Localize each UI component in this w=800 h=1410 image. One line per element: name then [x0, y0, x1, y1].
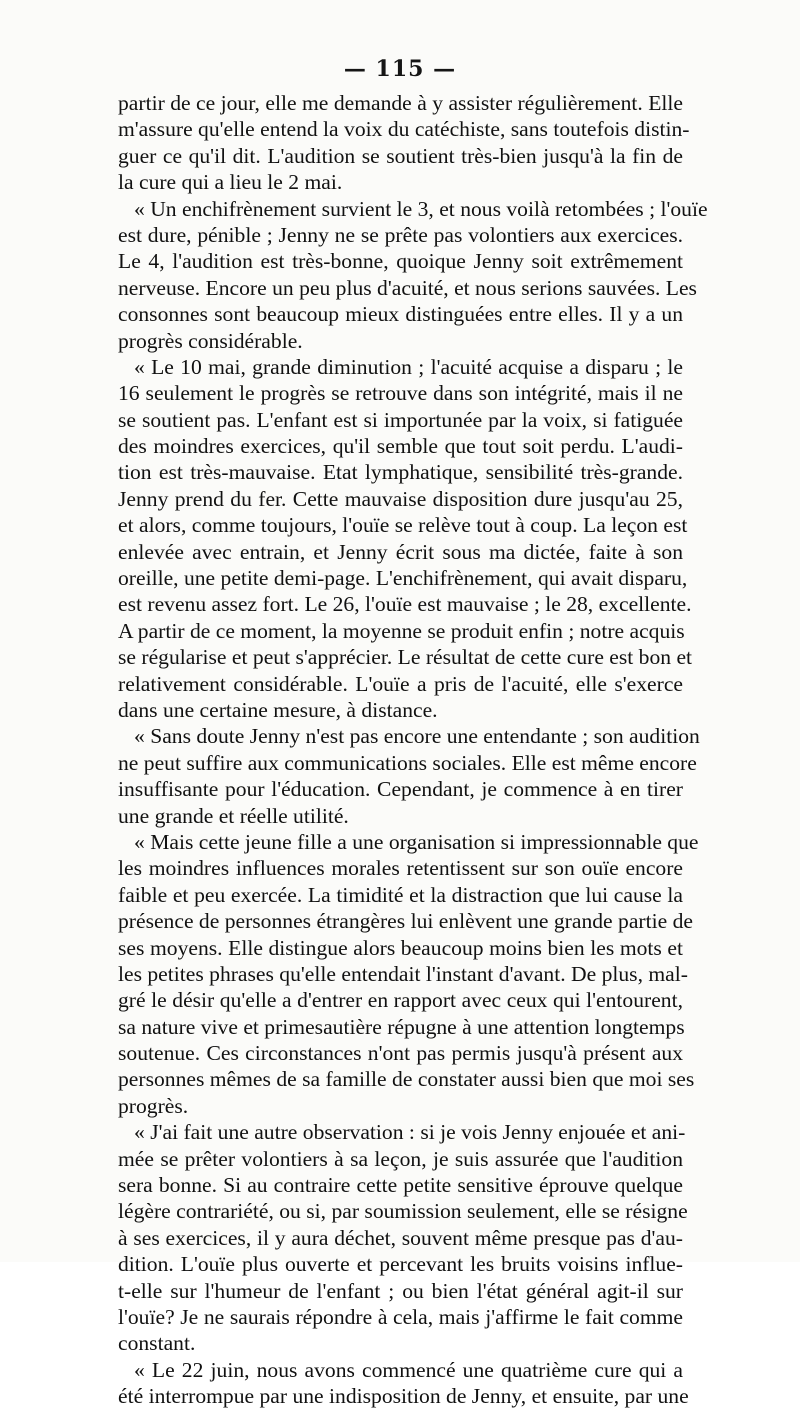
text-line: sera bonne. Si au contraire cette petite sensitive éprouve quelque	[118, 1173, 683, 1198]
text-line: oreille, une petite demi-page. L'enchifrènement, qui avait disparu,	[118, 566, 688, 591]
text-line: Jenny prend du fer. Cette mauvaise disposition dure jusqu'au 25,	[118, 486, 683, 511]
text-line: à ses exercices, il y aura déchet, souvent même presque pas d'au-	[118, 1225, 683, 1250]
text-line: se régularise et peut s'apprécier. Le résultat de cette cure est bon et	[118, 645, 693, 670]
paragraph-start-line: « Le 10 mai, grande diminution ; l'acuité acquise a disparu ; le	[134, 354, 683, 379]
text-line: légère contrariété, ou si, par soumission seulement, elle se résigne	[118, 1199, 688, 1224]
text-line: la cure qui a lieu le 2 mai.	[118, 170, 343, 195]
text-line: tion est très-mauvaise. Etat lymphatique, sensibilité très-grande.	[118, 460, 683, 485]
text-line: les petites phrases qu'elle entendait l'instant d'avant. De plus, mal-	[118, 961, 688, 986]
text-line: gré le désir qu'elle a d'entrer en rapport avec ceux qui l'entourent,	[118, 988, 683, 1013]
text-line: faible et peu exercée. La timidité et la distraction que lui cause la	[118, 882, 683, 907]
text-line: est dure, pénible ; Jenny ne se prête pas volontiers aux exercices.	[118, 222, 683, 247]
text-line: l'ouïe? Je ne saurais répondre à cela, mais j'affirme le fait comme	[118, 1304, 683, 1329]
text-line: Le 4, l'audition est très-bonne, quoique Jenny soit extrêmement	[118, 249, 683, 274]
text-line: soutenue. Ces circonstances n'ont pas permis jusqu'à présent aux	[118, 1041, 683, 1066]
text-line: sa nature vive et primesautière répugne à une attention longtemps	[118, 1014, 685, 1039]
text-line: t-elle sur l'humeur de l'enfant ; ou bien l'état général agit-il sur	[118, 1278, 683, 1303]
text-line: relativement considérable. L'ouïe a pris de l'acuité, elle s'exerce	[118, 671, 683, 696]
paragraph-start-line: « Le 22 juin, nous avons commencé une quatrième cure qui a	[134, 1357, 683, 1382]
text-line: ne peut suffire aux communications sociales. Elle est même encore	[118, 750, 697, 775]
text-line: nerveuse. Encore un peu plus d'acuité, et nous serions sauvées. Les	[118, 275, 697, 300]
paragraph-start-line: « Mais cette jeune fille a une organisation si impressionnable que	[134, 829, 699, 854]
text-line: dans une certaine mesure, à distance.	[118, 697, 438, 722]
text-line: une grande et réelle utilité.	[118, 803, 349, 828]
text-line: les moindres influences morales retentissent sur son ouïe encore	[118, 856, 683, 881]
text-line: 16 seulement le progrès se retrouve dans son intégrité, mais il ne	[118, 381, 683, 406]
text-line: mée se prêter volontiers à sa leçon, je suis assurée que l'audition	[118, 1146, 683, 1171]
text-line: des moindres exercices, qu'il semble que tout soit perdu. L'audi-	[118, 434, 683, 459]
text-line: enlevée avec entrain, et Jenny écrit sous ma dictée, faite à son	[118, 539, 683, 564]
text-line: insuffisante pour l'éducation. Cependant, je commence à en tirer	[118, 777, 683, 802]
text-line: été interrompue par une indisposition de Jenny, et ensuite, par une	[118, 1384, 689, 1409]
text-line: se soutient pas. L'enfant est si importunée par la voix, si fatiguée	[118, 407, 683, 432]
text-line: ses moyens. Elle distingue alors beaucoup moins bien les mots et	[118, 935, 683, 960]
text-line: présence de personnes étrangères lui enlèvent une grande partie de	[118, 909, 693, 934]
text-line: est revenu assez fort. Le 26, l'ouïe est mauvaise ; le 28, excellente.	[118, 592, 692, 617]
text-line: A partir de ce moment, la moyenne se produit enfin ; notre acquis	[118, 618, 685, 643]
page-number: — 115 —	[343, 56, 457, 82]
body-text	[118, 90, 708, 1410]
text-line: personnes mêmes de sa famille de constater aussi bien que moi ses	[118, 1067, 695, 1092]
text-line: guer ce qu'il dit. L'audition se soutient très-bien jusqu'à la fin de	[118, 143, 683, 168]
text-line: et alors, comme toujours, l'ouïe se relève tout à coup. La leçon est	[118, 513, 688, 538]
paragraph-start-line: « Un enchifrènement survient le 3, et nous voilà retombées ; l'ouïe	[134, 196, 708, 221]
text-line: partir de ce jour, elle me demande à y assister régulièrement. Elle	[118, 91, 683, 115]
text-line: constant.	[118, 1331, 196, 1356]
text-line: consonnes sont beaucoup mieux distinguées entre elles. Il y a un	[118, 302, 683, 327]
paragraph-start-line: « J'ai fait une autre observation : si je vois Jenny enjouée et ani-	[134, 1120, 686, 1145]
text-line: progrès.	[118, 1093, 189, 1118]
paragraph-start-line: « Sans doute Jenny n'est pas encore une entendante ; son audition	[134, 724, 700, 749]
text-line: m'assure qu'elle entend la voix du catéchiste, sans toutefois distin-	[118, 117, 690, 142]
text-line: dition. L'ouïe plus ouverte et percevant les bruits voisins influe-	[118, 1252, 683, 1277]
text-line: progrès considérable.	[118, 328, 303, 353]
